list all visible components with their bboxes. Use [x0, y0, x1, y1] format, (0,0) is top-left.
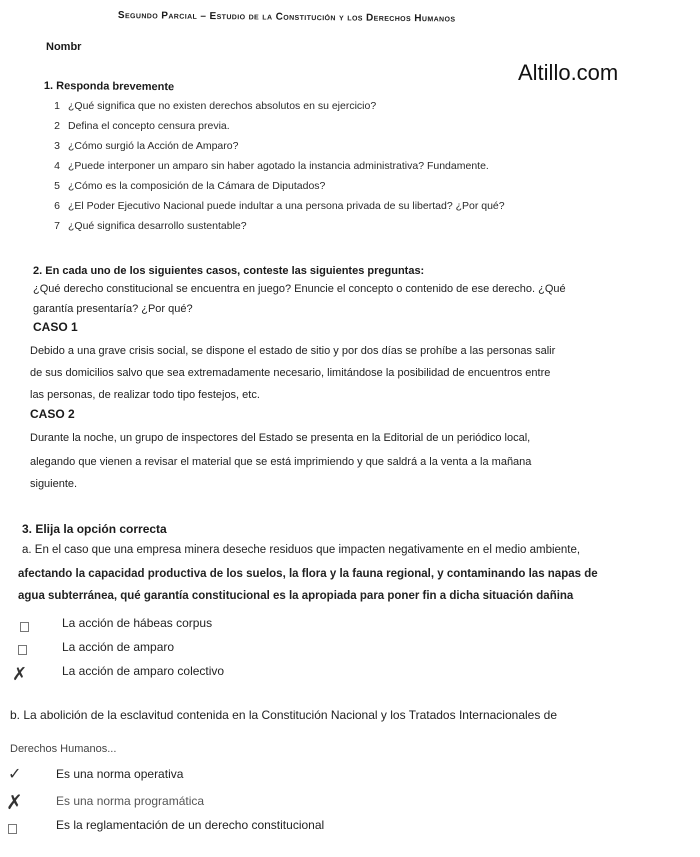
question-text: ¿El Poder Ejecutivo Nacional puede indultar a una persona privada de su libertad? ¿Por qué? [68, 200, 505, 212]
question-number: 1 [54, 100, 60, 112]
question-text: Defina el concepto censura previa. [68, 120, 230, 132]
section3-heading: 3. Elija la opción correcta [22, 522, 167, 536]
option-b3-label: Es la reglamentación de un derecho constitucional [56, 818, 325, 832]
section2-intro-line: ¿Qué derecho constitucional se encuentra en juego? Enuncie el concepto o contenido de ese derecho. ¿Qué [33, 283, 566, 295]
question-number: 2 [54, 120, 60, 132]
question-text: ¿Cómo surgió la Acción de Amparo? [68, 140, 239, 152]
option-a1-label: La acción de hábeas corpus [62, 616, 213, 630]
option-a3-label: La acción de amparo colectivo [62, 664, 225, 678]
option-b1-label: Es una norma operativa [56, 767, 184, 781]
option-checkbox[interactable] [20, 622, 29, 632]
question-b-line: Derechos Humanos... [10, 743, 117, 755]
question-a-line: agua subterránea, qué garantía constitucional es la apropiada para poner fin a dicha situación dañina [18, 590, 574, 602]
question-a-line: afectando la capacidad productiva de los suelos, la flora y la fauna regional, y contaminando las napas de [18, 568, 598, 580]
cross-mark-icon[interactable]: ✗ [12, 664, 28, 684]
question-number: 5 [54, 180, 60, 192]
option-b2-label: Es una norma programática [56, 794, 205, 808]
cross-mark-icon[interactable]: ✗ [6, 792, 23, 814]
question-number: 3 [54, 140, 60, 152]
option-checkbox[interactable] [8, 824, 17, 834]
caso1-line: las personas, de realizar todo tipo festejos, etc. [30, 389, 260, 401]
question-number: 4 [54, 160, 60, 172]
caso2-line: Durante la noche, un grupo de inspectores del Estado se presenta en la Editorial de un periódico local, [30, 432, 531, 444]
check-mark-icon[interactable]: ✓ [8, 766, 22, 783]
watermark: Altillo.com [518, 60, 619, 85]
section2-heading: 2. En cada uno de los siguientes casos, conteste las siguientes preguntas: [33, 265, 425, 277]
caso2-label: CASO 2 [30, 407, 75, 421]
section2-intro-line: garantía presentaría? ¿Por qué? [33, 303, 193, 315]
question-a-line: a. En el caso que una empresa minera deseche residuos que impacten negativamente en el medio ambiente, [22, 544, 581, 556]
caso1-line: Debido a una grave crisis social, se dispone el estado de sitio y por dos días se prohíbe a las personas salir [30, 345, 556, 357]
name-label: Nombr [46, 41, 82, 53]
option-a2-label: La acción de amparo [62, 640, 175, 654]
question-text: ¿Qué significa desarrollo sustentable? [68, 220, 247, 232]
exam-title: Segundo Parcial – Estudio de la Constitución y los Derechos Humanos [117, 10, 456, 25]
option-checkbox[interactable] [18, 645, 27, 655]
question-number: 7 [54, 220, 60, 232]
question-number: 6 [54, 200, 60, 212]
question-text: ¿Qué significa que no existen derechos absolutos en su ejercicio? [68, 100, 377, 112]
caso1-label: CASO 1 [33, 320, 78, 334]
caso1-line: de sus domicilios salvo que sea extremadamente necesario, limitándose la posibilidad de encuentros entre [30, 367, 551, 379]
question-text: ¿Cómo es la composición de la Cámara de Diputados? [68, 180, 326, 192]
question-b-line: b. La abolición de la esclavitud contenida en la Constitución Nacional y los Tratados Internacionales de [10, 708, 558, 722]
caso2-line: siguiente. [30, 478, 78, 490]
caso2-line: alegando que vienen a revisar el material que se está imprimiendo y que saldrá a la venta a la mañana [30, 456, 532, 468]
section1-heading: 1. Responda brevemente [43, 80, 175, 94]
question-text: ¿Puede interponer un amparo sin haber agotado la instancia administrativa? Fundamente. [68, 160, 489, 172]
